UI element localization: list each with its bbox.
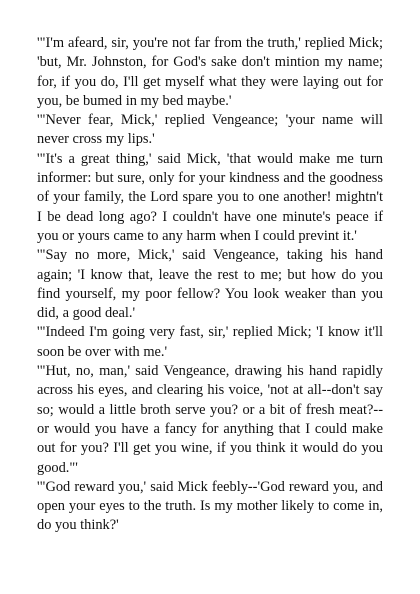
paragraph-2: '"Never fear, Mick,' replied Vengeance; 'your name will never cross my lips.'	[37, 112, 383, 148]
paragraph-4: '"Say no more, Mick,' said Vengeance, taking his hand again; 'I know that, leave the rest to me; but how do you find yourself, my poor fellow? You look weaker than you did, a good deal.'	[37, 247, 383, 322]
paragraph-5: '"Indeed I'm going very fast, sir,' replied Mick; 'I know it'll soon be over with me.'	[37, 324, 383, 360]
paragraph-1: '"I'm afeard, sir, you're not far from the truth,' replied Mick; 'but, Mr. Johnston, for God's sake don't mintion my name; for, if you do, I'll get myself what they were laying out for you, be bumed in my bed maybe.'	[37, 35, 383, 109]
page-text	[37, 34, 383, 536]
paragraph-7: '"God reward you,' said Mick feebly--'God reward you, and open your eyes to the truth. Is my mother likely to come in, do you think?'	[37, 478, 383, 534]
paragraph-3: '"It's a great thing,' said Mick, 'that would make me turn informer: but sure, only for your kindness and the goodness of your family, the Lord spare you to one another! mightn't I be dead long ago? I couldn't have one minute's peace if you or yours came to any harm when I could prevint it.'	[37, 150, 383, 244]
paragraph-6: '"Hut, no, man,' said Vengeance, drawing his hand rapidly across his eyes, and clearing his voice, 'not at all--don't say so; would a little broth serve you? or a bit of fresh meat?--or would you have a fancy for anything that I could make out for you? I'll get you wine, if you think it would do you good."'	[37, 363, 383, 476]
